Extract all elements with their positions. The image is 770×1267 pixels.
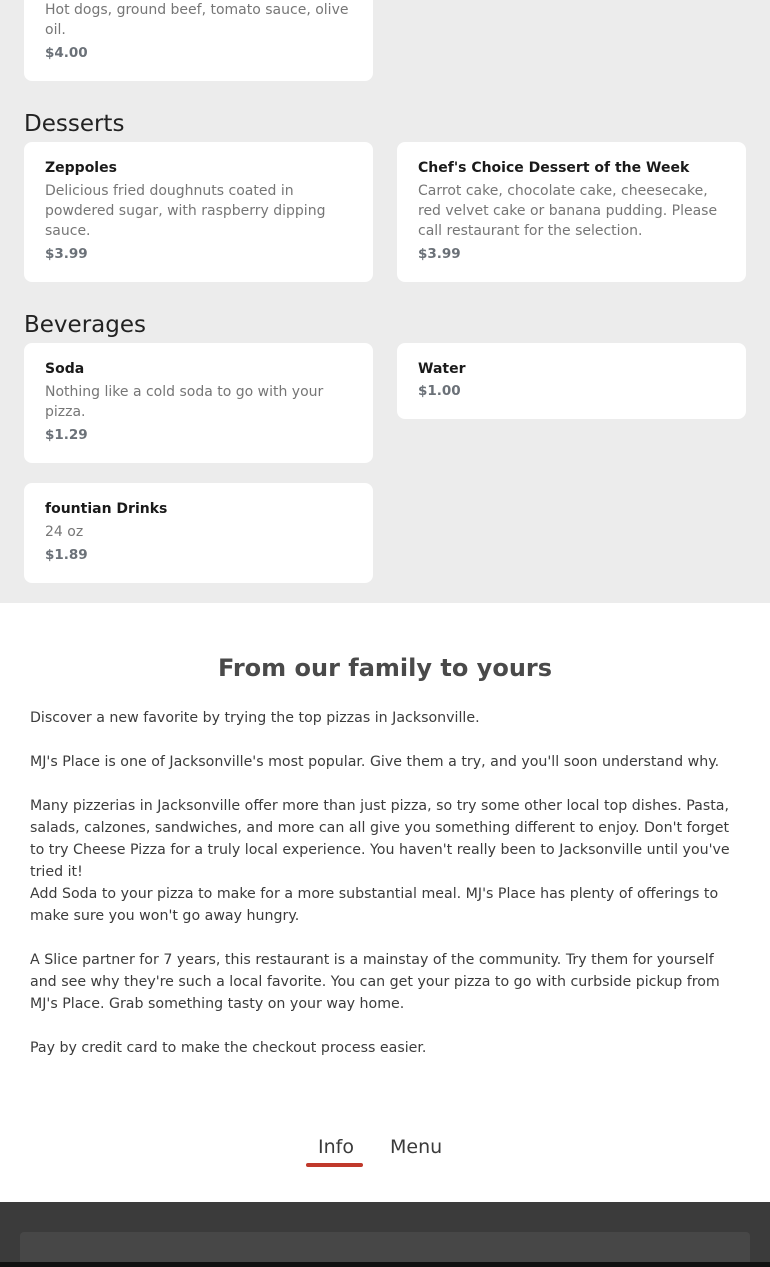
about-section	[0, 603, 770, 1202]
footer	[0, 1202, 770, 1267]
item-name: Water	[418, 361, 466, 377]
item-price: $1.00	[418, 383, 461, 399]
item-price: $1.89	[45, 547, 88, 563]
item-name: fountian Drinks	[45, 501, 168, 517]
menu-item-card[interactable]	[24, 343, 373, 463]
item-name: Soda	[45, 361, 85, 377]
item-description: 24 oz	[45, 524, 84, 540]
section-title-desserts: Desserts	[24, 111, 125, 137]
bottom-bar	[0, 1262, 770, 1267]
item-name: Zeppoles	[45, 160, 117, 176]
about-paragraph: MJ's Place is one of Jacksonville's most popular. Give them a try, and you'll soon understand why.	[30, 754, 720, 770]
item-price: $3.99	[418, 246, 461, 262]
item-price: $4.00	[45, 45, 88, 61]
item-description: Delicious fried doughnuts coated in powdered sugar, with raspberry dipping sauce.	[45, 183, 326, 239]
menu-item-card[interactable]	[24, 483, 373, 583]
about-paragraph: Discover a new favorite by trying the top pizzas in Jacksonville.	[30, 710, 480, 726]
item-price: $3.99	[45, 246, 88, 262]
menu-item-card[interactable]	[397, 142, 746, 282]
item-description: Hot dogs, ground beef, tomato sauce, olive oil.	[45, 2, 349, 38]
active-tab-indicator	[306, 1163, 363, 1167]
tab-info[interactable]: Info	[318, 1136, 354, 1158]
tab-menu[interactable]: Menu	[390, 1136, 443, 1158]
about-paragraph: Add Soda to your pizza to make for a more substantial meal. MJ's Place has plenty of offerings to make sure you won't go away hungry.	[30, 886, 719, 924]
menu-item-card[interactable]	[397, 343, 746, 419]
about-title: From our family to yours	[217, 654, 553, 682]
about-paragraph: A Slice partner for 7 years, this restaurant is a mainstay of the community. Try them for yourself and see why they're such a local favorite. You can get your pizza to go with curbside pickup from MJ's Place. Grab something tasty on your way home.	[30, 952, 720, 1012]
item-name: Chef's Choice Dessert of the Week	[418, 160, 690, 176]
item-price: $1.29	[45, 427, 88, 443]
about-paragraph: Pay by credit card to make the checkout process easier.	[30, 1040, 427, 1056]
menu-item-card[interactable]	[24, 0, 373, 81]
menu-item-card[interactable]	[24, 142, 373, 282]
item-description: Carrot cake, chocolate cake, cheesecake, red velvet cake or banana pudding. Please call restaurant for the selection.	[418, 183, 718, 239]
menu-area	[0, 0, 770, 603]
section-title-beverages: Beverages	[24, 312, 146, 338]
about-paragraph: Many pizzerias in Jacksonville offer more than just pizza, so try some other local top dishes. Pasta, salads, calzones, sandwiches, and more can all give you something different to enjoy. Don't forget to try Cheese Pizza for a truly local experience. You haven't really been to Jacksonville until you've tried it!	[30, 798, 730, 880]
item-description: Nothing like a cold soda to go with your pizza.	[45, 384, 324, 420]
